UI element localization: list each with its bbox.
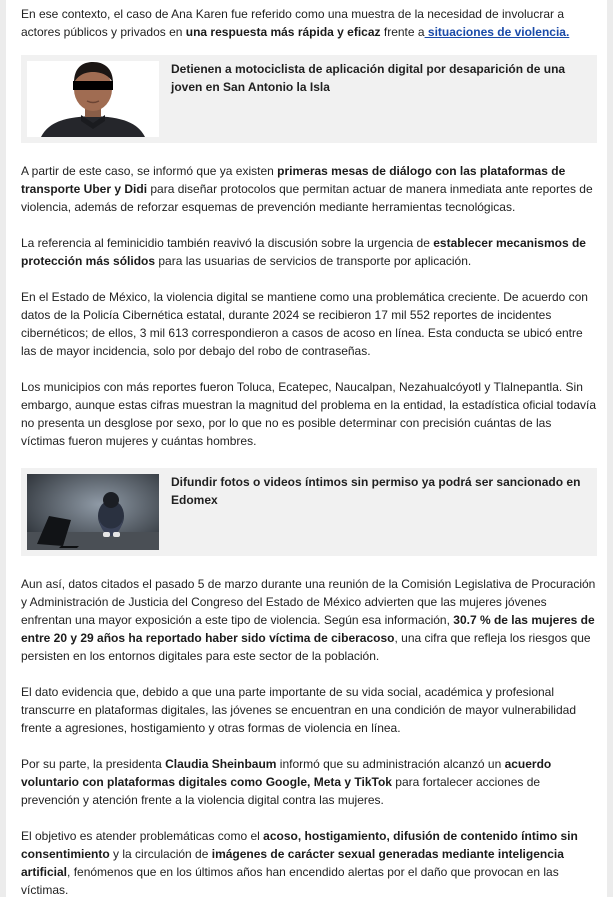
paragraph-9: El objetivo es atender problemáticas como el acoso, hostigamiento, difusión de contenido íntimo sin consentimiento y la circulación de imágenes de carácter sexual generadas mediante inteligencia artificial, fenómenos que en los últimos años han encendido alertas por el daño que provocan en las víctimas. — [21, 829, 578, 897]
related-article-thumbnail[interactable] — [27, 61, 159, 137]
related-article-card[interactable] — [21, 468, 597, 556]
paragraph-8: Por su parte, la presidenta Claudia Sheinbaum informó que su administración alcanzó un acuerdo voluntario con plataformas digitales como Google, Meta y TikTok para fortalecer acciones de prevención y atención frente a la violencia digital contra las mujeres. — [21, 757, 552, 807]
page-scrollbar-track[interactable] — [607, 0, 613, 897]
paragraph-3: La referencia al feminicidio también reavivó la discusión sobre la urgencia de establecer mecanismos de protección más sólidos para las usuarias de servicios de transporte por aplicación. — [21, 236, 586, 268]
paragraph-4: En el Estado de México, la violencia digital se mantiene como una problemática creciente. De acuerdo con datos de la Policía Cibernética estatal, durante 2024 se recibieron 17 mil 552 reportes de incidentes cibernéticos; de ellos, 3 mil 613 correspondieron a casos de acoso en línea. Esta conducta se ubicó entre las de mayor incidencia, solo por debajo del robo de contraseñas. — [21, 290, 588, 358]
detainee-photo-image — [27, 61, 159, 137]
paragraph-7: El dato evidencia que, debido a que una parte importante de su vida social, académica y profesional transcurre en plataformas digitales, las jóvenes se encuentran en una condición de mayor vulnerabilidad frente a agresiones, hostigamiento y otras formas de violencia en línea. — [21, 685, 576, 735]
article-body — [21, 5, 597, 917]
related-article-thumbnail[interactable] — [27, 474, 159, 550]
paragraph-5: Los municipios con más reportes fueron Toluca, Ecatepec, Naucalpan, Nezahualcóyotl y Tlalnepantla. Sin embargo, aunque estas cifras muestran la magnitud del problema en la entidad, la estadística oficial todavía no presenta un desglose por sexo, por lo que no es posible determinar con precisión cuántas de las víctimas fueron mujeres y cuántas hombres. — [21, 380, 597, 448]
related-article-title[interactable]: Detienen a motociclista de aplicación digital por desaparición de una joven en San Antonio la Isla — [171, 62, 566, 94]
page-left-margin — [0, 0, 6, 897]
paragraph-6: Aun así, datos citados el pasado 5 de marzo durante una reunión de la Comisión Legislativa de Procuración y Administración de Justicia del Congreso del Estado de México advierten que las mujeres jóvenes enfrentan una mayor exposición a este tipo de violencia. Según esa información, 30.7 % de las mujeres de entre 20 y 29 años ha reportado haber sido víctima de ciberacoso, una cifra que refleja los riesgos que persisten en los entornos digitales para este sector de la población. — [21, 577, 596, 663]
related-article-title[interactable]: Difundir fotos o videos íntimos sin permiso ya podrá ser sancionado en Edomex — [171, 475, 581, 507]
violence-situations-link[interactable]: situaciones de violencia. — [424, 25, 570, 39]
paragraph-1: En ese contexto, el caso de Ana Karen fue referido como una muestra de la necesidad de involucrar a actores públicos y privados en una respuesta más rápida y eficaz frente a situaciones de violencia. — [21, 7, 570, 39]
woman-with-laptop-image — [27, 474, 159, 550]
paragraph-2: A partir de este caso, se informó que ya existen primeras mesas de diálogo con las plataformas de transporte Uber y Didi para diseñar protocolos que permitan actuar de manera inmediata ante reportes de violencia, además de reforzar esquemas de prevención mediante herramientas tecnológicas. — [21, 164, 593, 214]
related-article-card[interactable] — [21, 55, 597, 143]
